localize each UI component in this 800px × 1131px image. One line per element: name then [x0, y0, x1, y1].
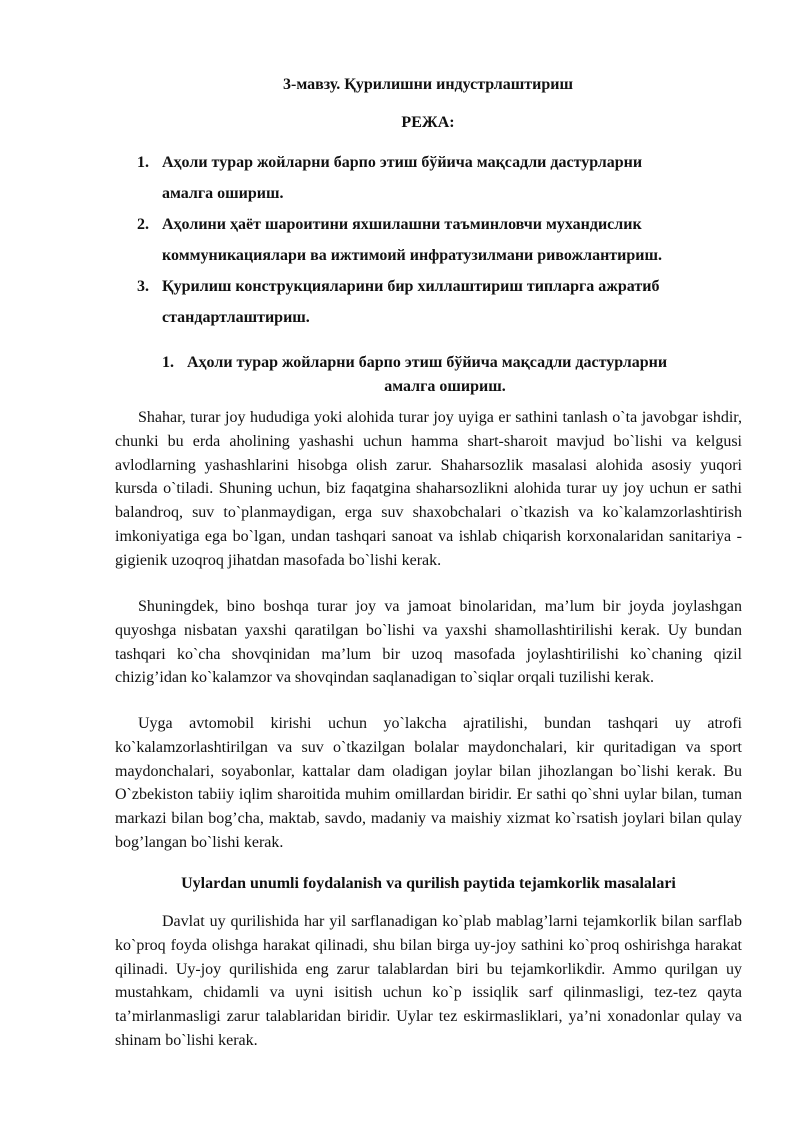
final-paragraph: Davlat uy qurilishida har yil sarflanadigan ko`plab mablag’larni tejamkorlik bilan sarflab ko`proq foyda olishga harakat qilinadi, shu bilan birga uy-joy sathini ko`proq oshirishga harakat qilinadi. Uy-joy qurilishida eng zarur talablardan biri bu tejamkorlikdir. Ammo qurilgan uy mustahkam, chidamli va uyni isitish uchun ko`p issiqlik sarf qilinmasligi, tez-tez qayta ta’mirlanmasligi zarur talablaridan biridir. Uylar tez eskirmasliklari, ya’ni xonadonlar qulay va shinam bo`lishi kerak. [115, 913, 742, 1049]
section-heading-number: 1. [162, 354, 174, 371]
plan-item-number: 2. [137, 216, 149, 233]
plan-item [117, 147, 717, 209]
plan-item-text-line2: стандартлаштириш. [162, 309, 310, 326]
plan-list [117, 147, 717, 333]
plan-item-text-line1: Аҳолини ҳаёт шароитини яхшилашни таъминловчи мухандислик [162, 216, 642, 233]
body-paragraph: Shuningdek, bino boshqa turar joy va jamoat binolaridan, ma’lum bir joyda joylashgan quyoshga nisbatan yaxshi qaratilgan bo`lishi va yaxshi shamollashtirilishi kerak. Uy bundan tashqari ko`cha shovqinidan ma’lum bir uzoq masofada joylashtirilishi ko`chaning qizil chizig’idan ko`kalamzor va shovqindan saqlanadigan to`siqlar orqali tuzilishi kerak. [115, 598, 742, 687]
plan-item [117, 271, 717, 333]
plan-item-number: 3. [137, 278, 149, 295]
plan-item-number: 1. [137, 154, 149, 171]
section-heading-line2: амалга ошириш. [384, 378, 506, 395]
plan-item [117, 209, 717, 271]
plan-item-text-line1: Қурилиш конструкцияларини бир хиллаштириш типларга ажратиб [162, 278, 660, 295]
subheading: Uylardan unumli foydalanish va qurilish paytida tejamkorlik masalalari [181, 875, 676, 892]
plan-item-text-line2: амалга ошириш. [162, 185, 284, 202]
plan-title: РЕЖА: [401, 114, 455, 131]
body-paragraph: Shahar, turar joy hududiga yoki alohida turar joy uyiga er sathini tanlash o`ta javobgar ishdir, chunki bu erda aholining yashashi uchun hamma shart-sharoit mavjud bo`lishi va kelgusi avlodlarning yashashlarini hisobga olish zarur. Shaharsozlik masalasi alohida asosiy yuqori kursda o`tiladi. Shuning uchun, biz faqatgina shaharsozlikni alohida turar uy joy uchun er sathi balandroq, suv to`planmaydigan, erga suv shaxobchalari o`tkazish va ko`kalamzorlashtirish imkoniyatiga ega bo`lgan, undan tashqari sanoat va ishlab chiqarish korxonalaridan sanitariya - gigienik uzoqroq jihatdan masofada bo`lishi kerak. [115, 409, 742, 569]
topic-title: 3-мавзу. Қурилишни индустрлаштириш [283, 76, 573, 93]
plan-item-text-line1: Аҳоли турар жойларни барпо этиш бўйича мақсадли дастурларни [162, 154, 643, 171]
section-heading-line1: Аҳоли турар жойларни барпо этиш бўйича мақсадли дастурларни [187, 354, 668, 371]
body-paragraph: Uyga avtomobil kirishi uchun yo`lakcha ajratilishi, bundan tashqari uy atrofi ko`kalamzorlashtirilgan va suv o`tkazilgan bolalar maydonchalari, kir quritadigan va sport maydonchalari, soyabonlar, kattalar dam oladigan joylar bilan jihozlangan bo`lishi kerak. Bu O`zbekiston tabiiy iqlim sharoitida muhim omillardan biridir. Er sathi qo`shni uylar bilan, tuman markazi bilan bog’cha, maktab, savdo, madaniy va maishiy xizmat ko`rsatish joylari bilan qulay bog’langan bo`lishi kerak. [115, 715, 742, 851]
section-heading [150, 351, 740, 399]
plan-item-text-line2: коммуникациялари ва ижтимоий инфратузилмани ривожлантириш. [162, 247, 663, 264]
